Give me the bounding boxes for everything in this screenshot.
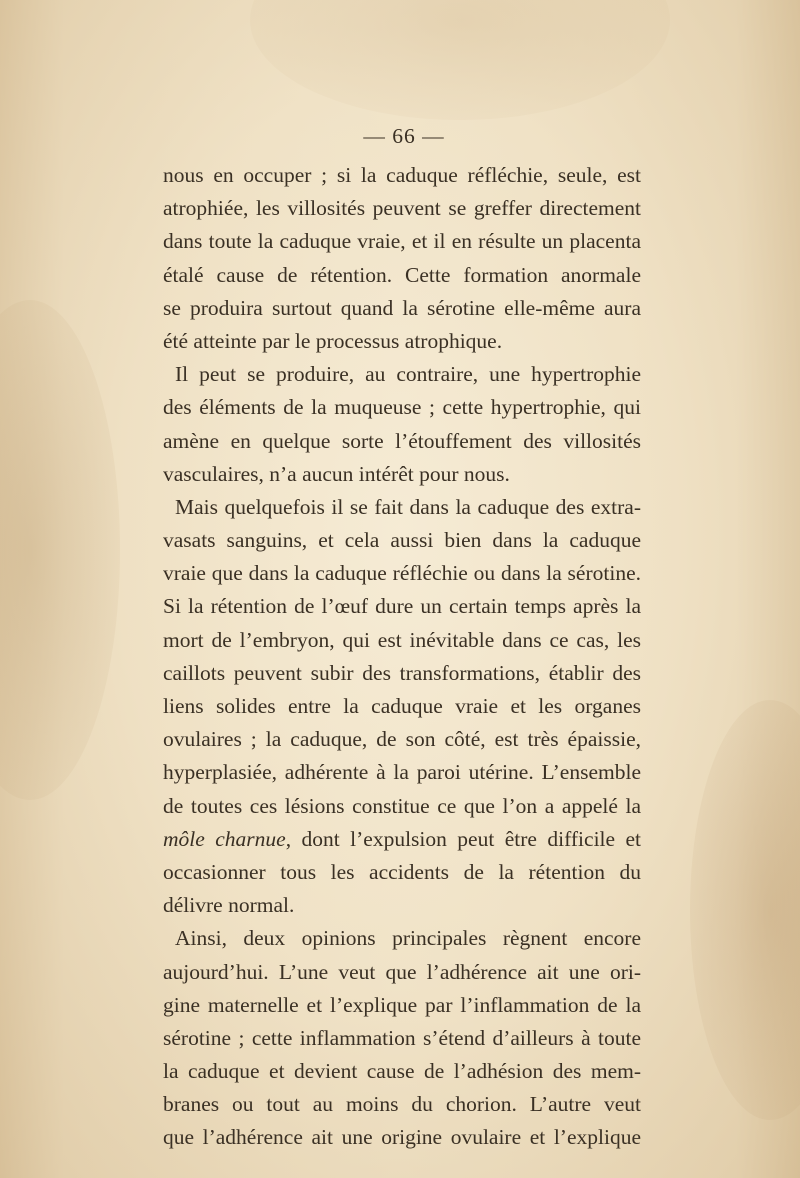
text-line: amène en quelque sorte l’étouffement des villosités — [163, 428, 641, 453]
text-line: la caduque et devient cause de l’adhésion des mem- — [163, 1059, 641, 1084]
text-line: vraie que dans la caduque réfléchie ou dans la sérotine. — [163, 561, 641, 586]
text-line: caillots peuvent subir des transformations, établir des — [163, 660, 641, 685]
paper-stain — [0, 300, 120, 800]
page-number: — 66 — — [363, 124, 445, 148]
text-line: délivre normal. — [163, 893, 295, 918]
text-line-rest: , dont l’expulsion peut être difficile et — [285, 826, 642, 851]
text-line: branes ou tout au moins du chorion. L’autre veut — [163, 1092, 641, 1117]
paragraph-start-line: Mais quelquefois il se fait dans la caduque des extra- — [175, 494, 641, 519]
paragraph-start-line: Il peut se produire, au contraire, une hypertrophie — [175, 362, 641, 387]
text-line: dans toute la caduque vraie, et il en résulte un placenta — [163, 229, 641, 254]
text-line: hyperplasiée, adhérente à la paroi utérine. L’ensemble — [163, 760, 641, 785]
text-line: aujourd’hui. L’une veut que l’adhérence ait une ori- — [163, 959, 641, 984]
text-line: vasculaires, n’a aucun intérêt pour nous. — [163, 461, 510, 486]
text-line: atrophiée, les villosités peuvent se greffer directement — [163, 196, 641, 221]
text-line: occasionner tous les accidents de la rétention du — [163, 859, 641, 884]
paper-stain — [690, 700, 800, 1120]
paragraph-start-line: Ainsi, deux opinions principales règnent encore — [175, 926, 641, 951]
text-line: été atteinte par le processus atrophique. — [163, 328, 503, 353]
text-line: mort de l’embryon, qui est inévitable dans ce cas, les — [163, 627, 641, 652]
italic-term: môle charnue — [163, 826, 286, 851]
text-line: Si la rétention de l’œuf dure un certain temps après la — [163, 594, 641, 619]
page-text — [163, 121, 641, 1155]
text-line: ovulaires ; la caduque, de son côté, est très épaissie, — [163, 727, 641, 752]
text-line — [163, 823, 641, 856]
text-line: que l’adhérence ait une origine ovulaire et l’explique — [163, 1125, 641, 1150]
text-line: des éléments de la muqueuse ; cette hypertrophie, qui — [163, 395, 641, 420]
text-line: gine maternelle et l’explique par l’inflammation de la — [163, 992, 641, 1017]
text-line: nous en occuper ; si la caduque réfléchie, seule, est — [163, 163, 641, 187]
paper-stain — [250, 0, 670, 120]
text-line: liens solides entre la caduque vraie et les organes — [163, 694, 641, 718]
text-line: étalé cause de rétention. Cette formation anormale — [163, 262, 641, 287]
text-line: sérotine ; cette inflammation s’étend d’ailleurs à toute — [163, 1025, 641, 1050]
text-line: vasats sanguins, et cela aussi bien dans la caduque — [163, 528, 641, 553]
text-line: se produira surtout quand la sérotine elle-même aura — [163, 295, 641, 320]
text-line: de toutes ces lésions constitue ce que l’on a appelé la — [163, 793, 641, 818]
